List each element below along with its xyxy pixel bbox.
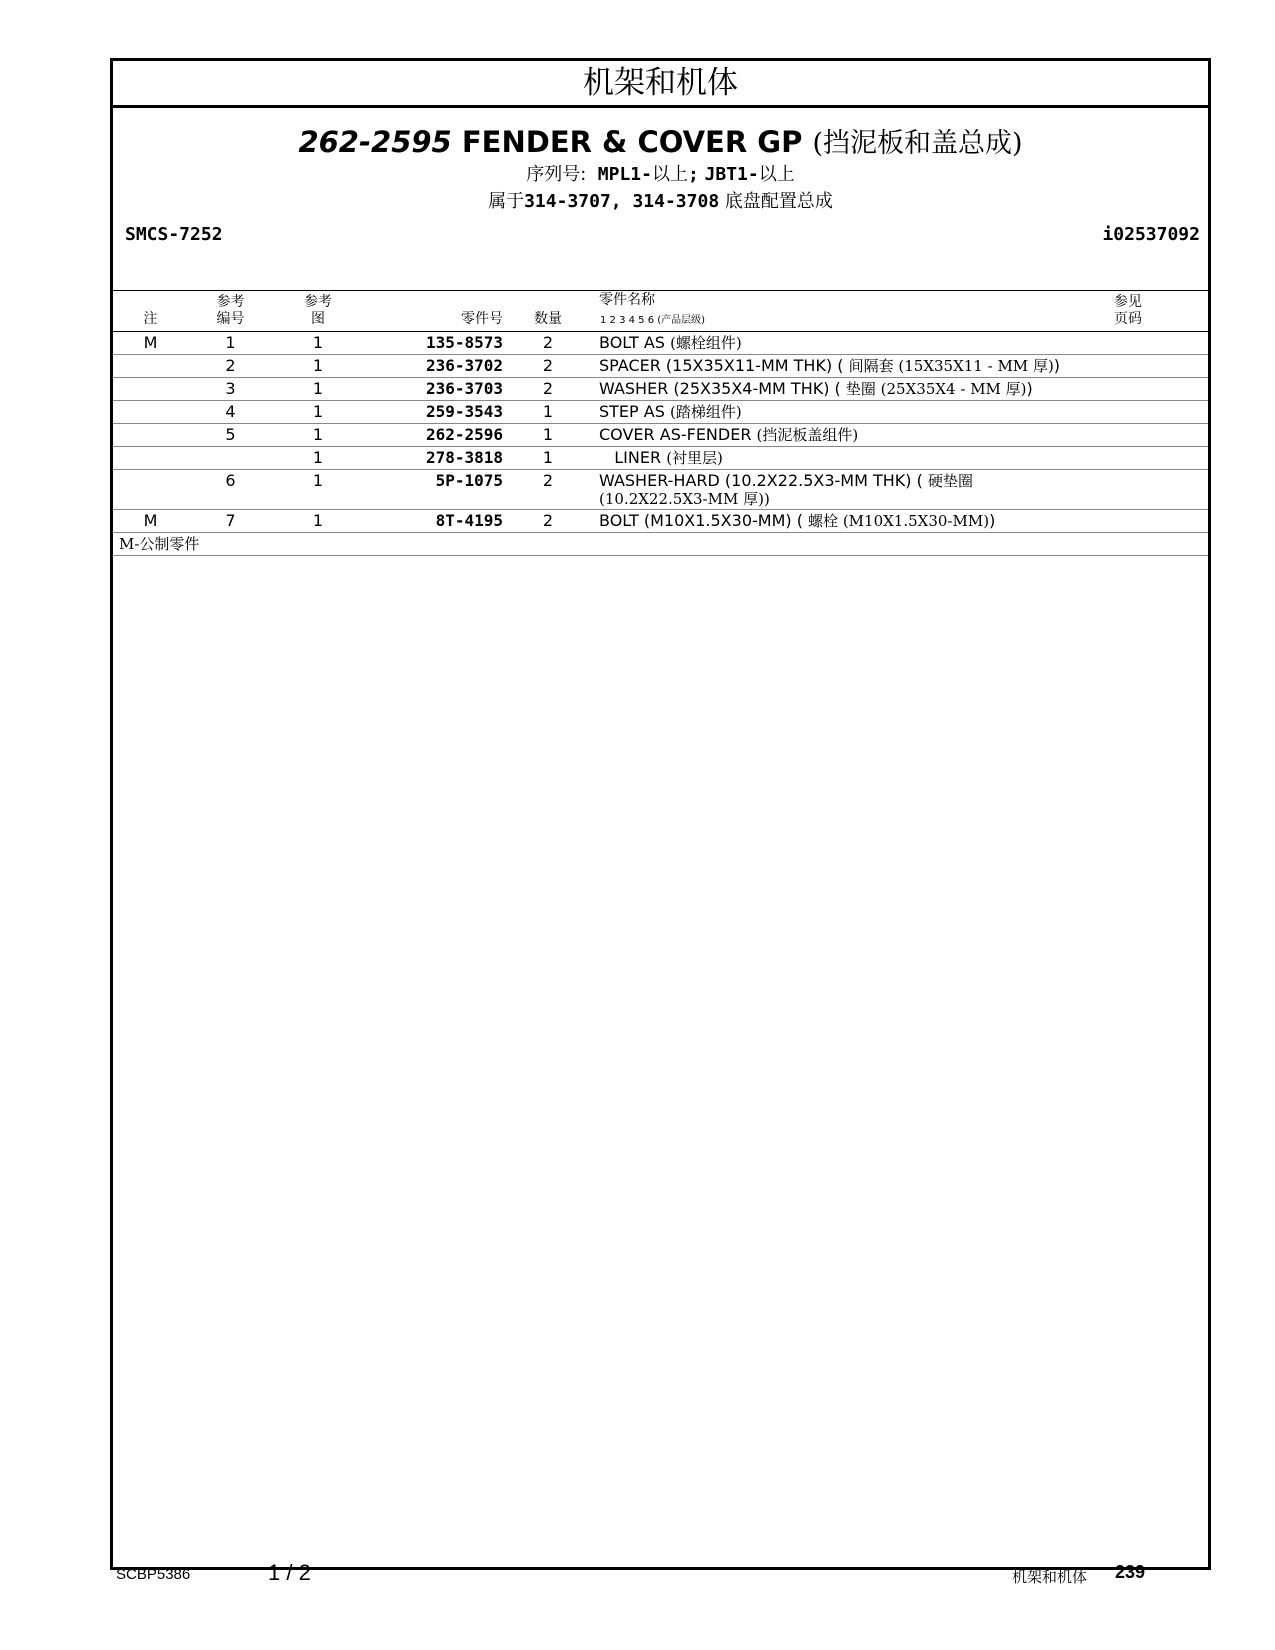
- row-part-name-en: WASHER (25X35X4-MM THK) (: [599, 379, 841, 398]
- row-part-name-en: BOLT AS: [599, 333, 665, 352]
- row-part-number: 262-2596: [425, 425, 503, 444]
- row-ref-number: 1: [225, 333, 236, 352]
- row-part-name: [599, 355, 1199, 377]
- header-fig-bottom: 图: [311, 311, 325, 327]
- table-row: [113, 332, 1208, 355]
- header-note: 注: [143, 311, 158, 327]
- row-ref-number: 3: [225, 379, 236, 398]
- group-part-number: 262-2595: [298, 125, 452, 159]
- group-header: [113, 108, 1208, 304]
- row-note: M: [143, 333, 158, 352]
- table-header: [113, 291, 1208, 332]
- row-part-name-end: ): [1026, 379, 1033, 398]
- row-quantity: 1: [542, 448, 554, 467]
- row-part-name-cn: 硬垫圈: [927, 472, 973, 490]
- row-quantity: 2: [542, 333, 554, 352]
- serial-range1-code: MPL1-: [597, 164, 652, 185]
- doc-id: SCBP5386: [116, 1566, 191, 1583]
- row-part-name-en: LINER: [599, 448, 662, 467]
- metric-footnote: M-公制零件: [113, 533, 1208, 556]
- row-figure: 1: [312, 356, 324, 375]
- page-frame: [110, 58, 1211, 1570]
- header-ref-top: 参考: [216, 294, 245, 310]
- header-part-no: 零件号: [461, 311, 503, 327]
- row-part-number: 259-3543: [425, 402, 503, 421]
- row-note: M: [143, 511, 158, 530]
- table-body: [113, 332, 1208, 533]
- row-ref-number: 5: [225, 425, 236, 444]
- row-part-name-cn: (踏梯组件): [669, 403, 742, 421]
- row-ref-number: 2: [225, 356, 236, 375]
- table-row: [113, 401, 1208, 424]
- page-of: 1 / 2: [268, 1560, 311, 1585]
- row-part-name-cn: 间隔套 (15X35X11 - MM 厚): [848, 357, 1054, 375]
- table-row: [113, 447, 1208, 470]
- parts-table: [113, 290, 1208, 556]
- row-figure: 1: [312, 448, 324, 467]
- row-ref-number: 4: [225, 402, 236, 421]
- smcs-code: SMCS-7252: [125, 224, 223, 245]
- config-parts: 314-3707, 314-3708: [524, 191, 720, 212]
- row-figure: 1: [312, 471, 324, 490]
- row-ref-number: 7: [225, 511, 236, 530]
- row-part-number: 236-3702: [425, 356, 503, 375]
- header-qty: 数量: [534, 311, 562, 327]
- row-quantity: 2: [542, 511, 554, 530]
- row-part-name-en: SPACER (15X35X11-MM THK) (: [599, 356, 844, 375]
- row-figure: 1: [312, 511, 324, 530]
- row-part-name-cn: (挡泥板盖组件): [756, 426, 859, 444]
- row-part-number: 135-8573: [425, 333, 503, 352]
- illustration-id: i02537092: [1102, 224, 1200, 245]
- serial-range2-code: JBT1-: [704, 164, 759, 185]
- row-part-name: [599, 424, 1199, 446]
- row-part-name-en: COVER AS-FENDER: [599, 425, 752, 444]
- config-line: [113, 190, 1208, 214]
- row-quantity: 1: [542, 402, 554, 421]
- config-prefix: 属于: [488, 191, 525, 212]
- row-figure: 1: [312, 379, 324, 398]
- table-row: [113, 470, 1208, 510]
- group-title: [113, 124, 1208, 162]
- table-row: [113, 424, 1208, 447]
- row-figure: 1: [312, 425, 324, 444]
- table-row: [113, 510, 1208, 533]
- row-part-number: 278-3818: [425, 448, 503, 467]
- header-ref-bottom: 编号: [216, 311, 245, 327]
- serial-range2-text: 以上: [758, 164, 795, 185]
- row-part-number: 236-3703: [425, 379, 503, 398]
- serial-separator: ;: [687, 164, 699, 185]
- group-name: FENDER & COVER GP: [461, 125, 803, 159]
- table-row: [113, 355, 1208, 378]
- header-see-bottom: 页码: [1114, 311, 1142, 327]
- config-suffix: 底盘配置总成: [724, 191, 833, 212]
- row-quantity: 2: [542, 379, 554, 398]
- header-levels: 1 2 3 4 5 6 (产品层级): [600, 315, 706, 326]
- row-figure: 1: [312, 333, 324, 352]
- page-number: 239: [1115, 1562, 1146, 1582]
- row-part-name-end: ): [989, 511, 996, 530]
- row-part-name-en: STEP AS: [599, 402, 665, 421]
- row-part-name: [599, 332, 1199, 354]
- group-cn-name: (挡泥板和盖总成): [812, 128, 1023, 159]
- row-quantity: 2: [542, 356, 554, 375]
- row-part-number: 8T-4195: [435, 511, 503, 530]
- header-name: 零件名称: [599, 292, 655, 308]
- row-part-name-cn: 垫圈 (25X35X4 - MM 厚): [845, 380, 1027, 398]
- row-part-name-en: WASHER-HARD (10.2X22.5X3-MM THK) (: [599, 471, 923, 490]
- row-quantity: 1: [542, 425, 554, 444]
- row-part-name-cont: (10.2X22.5X3-MM 厚)): [599, 490, 770, 508]
- row-part-name: [599, 378, 1199, 400]
- header-see-top: 参见: [1114, 294, 1142, 310]
- section-title: 机架和机体: [113, 61, 1208, 108]
- row-part-name-end: ): [1053, 356, 1061, 375]
- row-ref-number: 6: [225, 471, 236, 490]
- row-part-name-en: BOLT (M10X1.5X30-MM) (: [599, 511, 803, 530]
- header-fig-top: 参考: [304, 294, 332, 310]
- row-part-name-cn: (螺栓组件): [670, 334, 742, 352]
- serial-range1-text: 以上: [651, 164, 688, 185]
- row-quantity: 2: [542, 471, 554, 490]
- row-part-name: [599, 447, 1199, 469]
- footer-section: 机架和机体: [1012, 1568, 1088, 1586]
- row-part-name-cn: (衬里层): [666, 449, 723, 467]
- row-figure: 1: [312, 402, 324, 421]
- serial-range: [113, 163, 1208, 187]
- serial-label: 序列号:: [526, 164, 587, 185]
- row-part-name: [599, 510, 1199, 532]
- row-part-name: [599, 401, 1199, 423]
- row-part-number: 5P-1075: [435, 471, 503, 490]
- row-part-name-cn: 螺栓 (M10X1.5X30-MM): [808, 512, 990, 530]
- table-row: [113, 378, 1208, 401]
